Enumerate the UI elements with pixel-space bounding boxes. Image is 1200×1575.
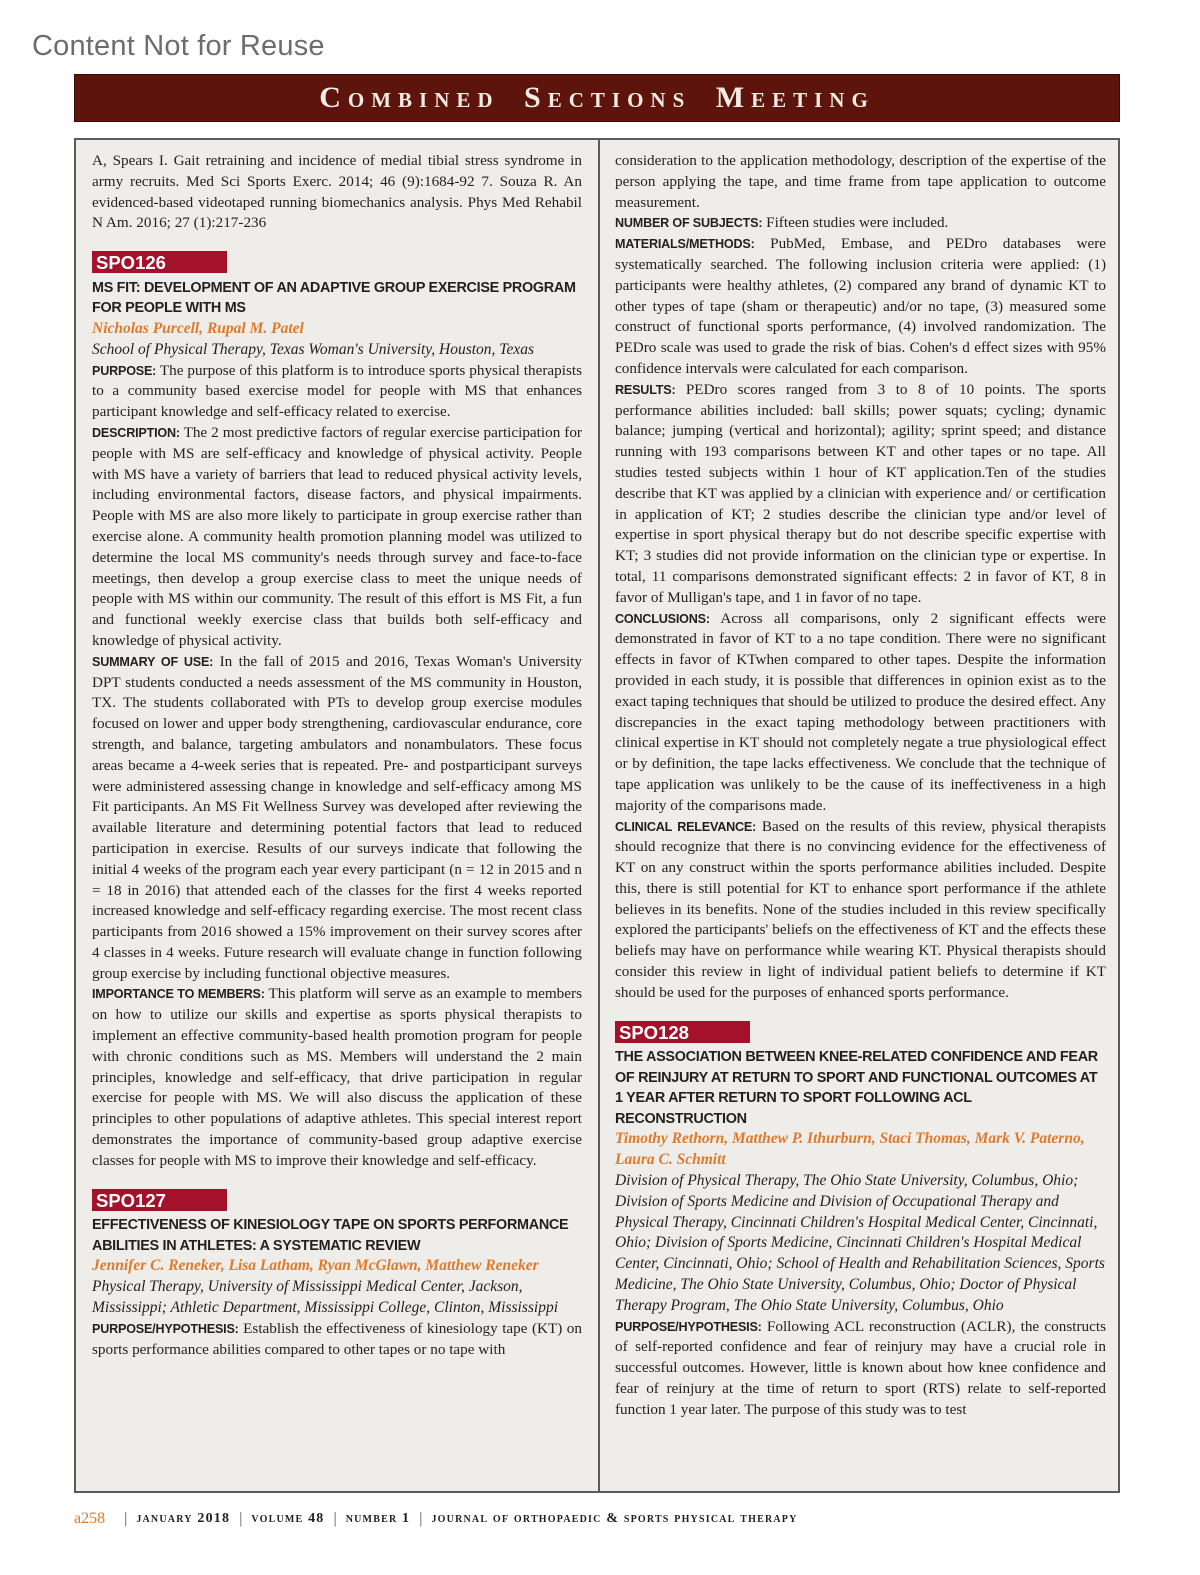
section-text: In the fall of 2015 and 2016, Texas Woman's University DPT students conducted a needs assessment of the MS community in Houston, TX. The students collaborated with PTs to develop group exercise modules focused on lower and upper body strengthening, cardiovascular endurance, core strength, and balance, targeting ambulators and nonambulators. These focus areas became a 4-week series that is repeated. Pre- and postparticipant surveys were administered assessing change in knowledge and self-efficacy among MS Fit participants. An MS Fit Wellness Survey was developed after reviewing the available literature and determining potential factors that lead to reduced participation in exercise. Results of our surveys indicate that following the initial 4 weeks of the program each year every participant (n = 12 in 2015 and n = 18 in 2016) that attended each of the classes for the first 4 weeks reported increased knowledge and self-efficacy regarding exercise. The most recent class participants from 2016 showed a 15% improvement on their survey scores after 4 classes in 4 weeks. Future research will evaluate change in function following group exercise by including functional objective measures. bbox=[92, 652, 582, 982]
page-footer bbox=[74, 1510, 798, 1528]
section-label: PURPOSE/HYPOTHESIS: bbox=[92, 1321, 239, 1336]
importance-paragraph bbox=[92, 984, 582, 1171]
abstract-affiliation: Division of Physical Therapy, The Ohio State University, Columbus, Ohio; Division of Sports Medicine and Division of Occupational Therapy and Physical Therapy, Cincinnati Children's Hospital Medical Center, Cincinnati, Ohio; Division of Sports Medicine, Cincinnati Children's Hospital Medical Center, Cincinnati, Ohio; School of Health and Rehabilitation Sciences, Sports Medicine, The Ohio State University, Columbus, Ohio; Doctor of Physical Therapy Program, The Ohio State University, Columbus, Ohio bbox=[615, 1172, 1105, 1314]
abstract-title: MS FIT: DEVELOPMENT OF AN ADAPTIVE GROUP EXERCISE PROGRAM FOR PEOPLE WITH MS bbox=[92, 279, 576, 317]
section-text: The purpose of this platform is to introduce sports physical therapists to a community based exercise model for people with MS that enhances participant knowledge and self-efficacy related to exercise. bbox=[92, 361, 582, 421]
footer-number: number 1 bbox=[345, 1511, 411, 1526]
column-divider bbox=[598, 140, 600, 1491]
section-text: PubMed, Embase, and PEDro databases were systematically searched. The following inclusion criteria were applied: (1) participants were healthy athletes, (2) compared any brand of dynamic KT to other types of tape (sham or therapeutic) and/or no tape, (3) measured some construct of functional sports performance, (4) involved randomization. The PEDro scale was used to grade the risk of bias. Cohen's d effect sizes with 95% confidence intervals were calculated for each comparison. bbox=[615, 235, 1106, 377]
footer-separator: | bbox=[124, 1510, 128, 1527]
abstract-authors: Nicholas Purcell, Rupal M. Patel bbox=[92, 319, 304, 337]
abstract-authors: Timothy Rethorn, Matthew P. Ithurburn, Staci Thomas, Mark V. Paterno, Laura C. Schmitt bbox=[615, 1130, 1085, 1169]
content-frame bbox=[74, 138, 1120, 1493]
section-text: Based on the results of this review, physical therapists should recognize that there is no convincing evidence for the effectiveness of KT on any construct within the sports performance abilities included. Despite this, there is still potential for KT to enhance sport performance if the athlete believes in its benefits. None of the studies included in this review specifically explored the participants' beliefs on the effectiveness of KT and the effects these beliefs may have on performance while wearing KT. Physical therapists should consider this review in light of individual patient beliefs to determine if KT should be used for the purposes of enhanced sports performance. bbox=[615, 817, 1106, 1001]
abstract-id-badge: SPO128 bbox=[615, 1021, 750, 1043]
abstract-id-badge: SPO126 bbox=[92, 251, 227, 273]
footer-separator: | bbox=[239, 1510, 243, 1527]
purpose-paragraph bbox=[615, 1317, 1106, 1421]
results-paragraph bbox=[615, 380, 1106, 609]
footer-journal: journal of orthopaedic & sports physical therapy bbox=[431, 1511, 798, 1526]
abstract-authors: Jennifer C. Reneker, Lisa Latham, Ryan McGlawn, Matthew Reneker bbox=[92, 1257, 539, 1275]
description-paragraph bbox=[92, 423, 582, 652]
section-text: The 2 most predictive factors of regular exercise participation for people with MS are self-efficacy and knowledge of physical activity. People with MS have a variety of barriers that lead to reduced physical activity levels, including environmental factors, disease factors, and physical impairments. People with MS are also more likely to participate in group exercise rather than exercise alone. A community health promotion planning model was utilized to determine the local MS community's needs through survey and face-to-face meetings, then develop a group exercise class to meet the unique needs of people with MS within our community. The result of this effort is MS Fit, a fun and functional weekly exercise class that builds both self-efficacy and knowledge of physical activity. bbox=[92, 423, 582, 649]
watermark: Content Not for Reuse bbox=[32, 30, 325, 62]
footer-volume: volume 48 bbox=[251, 1511, 325, 1526]
abstract-title: THE ASSOCIATION BETWEEN KNEE-RELATED CONFIDENCE AND FEAR OF REINJURY AT RETURN TO SPORT AND FUNCTIONAL OUTCOMES AT 1 YEAR AFTER RETURN TO SPORT FOLLOWING ACL RECONSTRUCTION bbox=[615, 1049, 1098, 1127]
section-label: CLINICAL RELEVANCE: bbox=[615, 819, 757, 834]
section-text: Fifteen studies were included. bbox=[766, 214, 949, 232]
purpose-paragraph bbox=[92, 1319, 582, 1361]
reference-continuation: A, Spears I. Gait retraining and incidence of medial tibial stress syndrome in army recruits. Med Sci Sports Exerc. 2014; 46 (9):1684-92 7. Souza R. An evidenced-based videotaped running biomechanics analysis. Phys Med Rehabil N Am. 2016; 27 (1):217-236 bbox=[92, 152, 582, 232]
section-text: Across all comparisons, only 2 significant effects were demonstrated in favor of KT to a no tape condition. There were no significant effects in favor of KTwhen compared to other tapes. Despite the information provided in each study, it is possible that differences in opinion exist as to the exact taping techniques that should be utilized to produce the desired effect. Any discrepancies in the exact taping methodology between practitioners with clinical expertise in KT should not completely negate a true physiological effect or by definition, the tape lacks effectiveness. We conclude that the technique of tape application was unlikely to be the cause of its ineffectiveness in a high majority of the comparisons made. bbox=[615, 609, 1106, 814]
section-label: RESULTS: bbox=[615, 382, 676, 397]
section-text: Following ACL reconstruction (ACLR), the constructs of self-reported confidence and fear of reinjury may have a crucial role in successful outcomes. However, little is known about how knee confidence and fear of reinjury at the time of return to sport (RTS) relate to self-reported function 1 year later. The purpose of this study was to test bbox=[615, 1317, 1106, 1418]
abstract-title: EFFECTIVENESS OF KINESIOLOGY TAPE ON SPORTS PERFORMANCE ABILITIES IN ATHLETES: A SYSTEMATIC REVIEW bbox=[92, 1217, 569, 1254]
section-text: This platform will serve as an example to members on how to utilize our skills and expertise as sports physical therapists to implement an effective community-based health promotion program for people with chronic conditions such as MS. Members will understand the 2 main principles, knowledge and self-efficacy, that drive participation in regular exercise for people with MS. We will also discuss the application of these principles to other populations of adaptive athletes. This special interest report demonstrates the importance of community-based group adaptive exercise classes for people with MS to improve their knowledge and self-efficacy. bbox=[92, 985, 582, 1169]
section-text: Establish the effectiveness of kinesiology tape (KT) on sports performance abilities compared to other tapes or no tape with bbox=[92, 1319, 582, 1358]
section-label: MATERIALS/METHODS: bbox=[615, 237, 755, 252]
page-number: a258 bbox=[74, 1510, 106, 1527]
section-label: CONCLUSIONS: bbox=[615, 611, 710, 626]
footer-date: january 2018 bbox=[136, 1511, 231, 1526]
section-label: NUMBER OF SUBJECTS: bbox=[615, 216, 763, 231]
footer-separator: | bbox=[333, 1510, 337, 1527]
section-label: PURPOSE: bbox=[92, 363, 157, 378]
section-label: PURPOSE/HYPOTHESIS: bbox=[615, 1319, 762, 1334]
abstract-id-badge: SPO127 bbox=[92, 1189, 227, 1211]
purpose-paragraph bbox=[92, 361, 582, 423]
left-column bbox=[92, 151, 582, 1360]
abstract-affiliation: School of Physical Therapy, Texas Woman's University, Houston, Texas bbox=[92, 340, 535, 358]
section-label: DESCRIPTION: bbox=[92, 425, 180, 440]
conclusions-paragraph bbox=[615, 609, 1106, 817]
section-banner bbox=[74, 74, 1120, 122]
banner-title: Combined Sections Meeting bbox=[319, 81, 875, 114]
methods-paragraph bbox=[615, 234, 1106, 380]
right-column bbox=[615, 151, 1106, 1421]
subjects-paragraph bbox=[615, 213, 1106, 234]
summary-paragraph bbox=[92, 652, 582, 985]
section-text: PEDro scores ranged from 3 to 8 of 10 points. The sports performance abilities included: ball skills; power squats; cycling; dynamic balance; jumping (vertical and horizontal); agility; sprint speed; and distance running with 193 comparisons between KT and other tapes or no tape. All studies tested subjects within 1 hour of KT application.Ten of the studies describe that KT was applied by a clinician with experience and/ or certification in application of KT; 2 studies describe the clinician type and/or level of expertise in sport physical therapy but do not describe specific expertise with KT; 3 studies did not provide information on the clinician type or expertise. In total, 11 comparisons demonstrated significant effects: 2 in favor of KT, 8 in favor of Mulligan's tape, and 1 in favor of no tape. bbox=[615, 380, 1107, 606]
footer-separator: | bbox=[419, 1510, 423, 1527]
relevance-paragraph bbox=[615, 817, 1106, 1004]
abstract-affiliation: Physical Therapy, University of Mississippi Medical Center, Jackson, Mississippi; Athletic Department, Mississippi College, Clinton, Mississippi bbox=[92, 1278, 559, 1317]
continued-paragraph: consideration to the application methodology, description of the expertise of the person applying the tape, and time frame from tape application to outcome measurement. bbox=[615, 152, 1106, 211]
section-label: SUMMARY OF USE: bbox=[92, 654, 214, 669]
section-label: IMPORTANCE TO MEMBERS: bbox=[92, 987, 265, 1002]
